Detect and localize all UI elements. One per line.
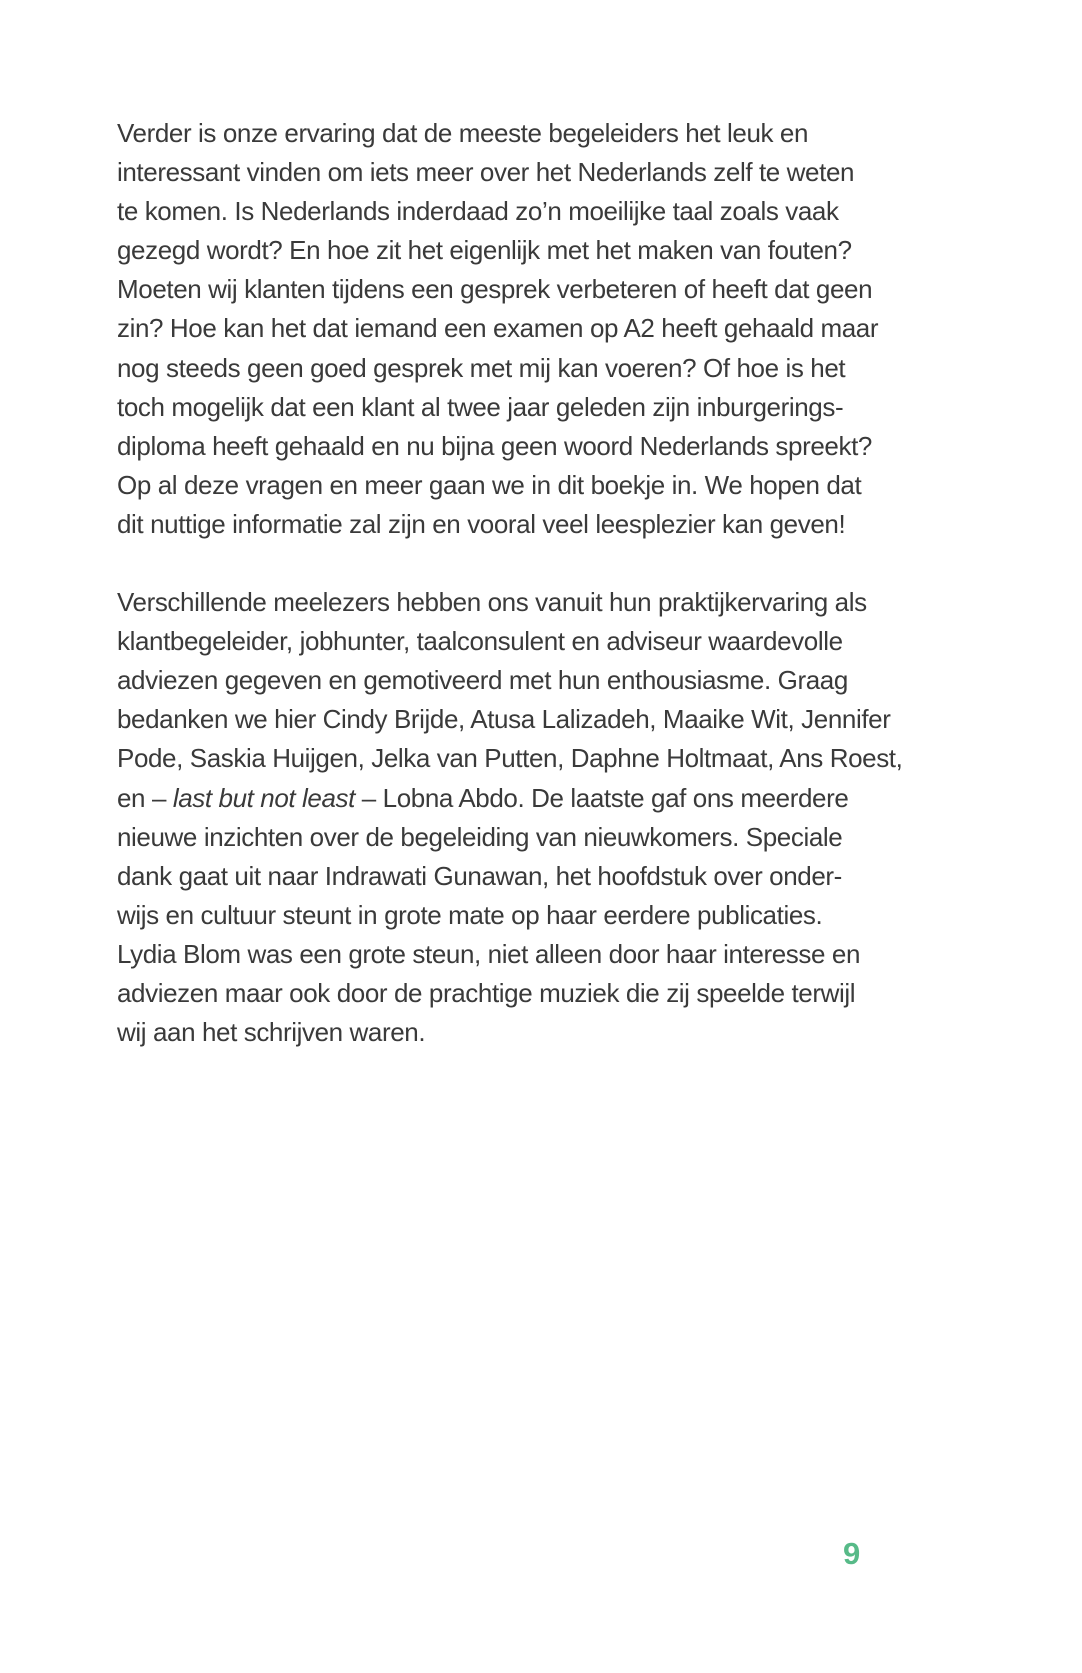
text-line: Pode, Saskia Huijgen, Jelka van Putten, Daphne Holtmaat, Ans Roest, [117,743,903,774]
paragraph-intro [117,114,957,544]
text-line: wij aan het schrijven waren. [117,1017,426,1048]
text-line: zin? Hoe kan het dat iemand een examen op A2 heeft gehaald maar [117,313,879,344]
text-line: adviezen gegeven en gemotiveerd met hun enthousiasme. Graag [117,665,848,696]
text-line: Op al deze vragen en meer gaan we in dit boekje in. We hopen dat [117,469,862,500]
text-line: Verschillende meelezers hebben ons vanuit hun praktijkervaring als [117,587,867,618]
text-line [117,779,957,818]
page-text [117,114,957,1052]
text-line: adviezen maar ook door de prachtige muziek die zij speelde terwijl [117,977,856,1008]
text-segment: en – [117,782,173,813]
text-line: gezegd wordt? En hoe zit het eigenlijk met het maken van fouten? [117,235,852,266]
text-line: te komen. Is Nederlands inderdaad zo’n moeilijke taal zoals vaak [117,196,839,227]
text-line: dank gaat uit naar Indrawati Gunawan, het hoofdstuk over onder- [117,860,842,891]
text-line: Lydia Blom was een grote steun, niet alleen door haar interesse en [117,938,860,969]
text-line: Verder is onze ervaring dat de meeste begeleiders het leuk en [117,118,809,148]
page-number: 9 [843,1536,861,1571]
paragraph-acknowledgements [117,583,957,1052]
text-line: nog steeds geen goed gesprek met mij kan voeren? Of hoe is het [117,352,846,383]
text-line: dit nuttige informatie zal zijn en vooral veel leesplezier kan geven! [117,508,846,539]
text-line: klantbegeleider, jobhunter, taalconsulent en adviseur waardevolle [117,626,843,657]
text-line: interessant vinden om iets meer over het Nederlands zelf te weten [117,157,855,188]
text-line: diploma heeft gehaald en nu bijna geen woord Nederlands spreekt? [117,430,872,461]
text-line: toch mogelijk dat een klant al twee jaar geleden zijn inburgerings- [117,391,844,422]
emphasized-text: last but not least [172,782,355,813]
text-line: wijs en cultuur steunt in grote mate op haar eerdere publicaties. [117,899,823,930]
text-line: Moeten wij klanten tijdens een gesprek verbeteren of heeft dat geen [117,274,873,305]
text-segment: – Lobna Abdo. De laatste gaf ons meerdere [354,782,849,813]
text-line: nieuwe inzichten over de begeleiding van nieuwkomers. Speciale [117,821,843,852]
text-line: bedanken we hier Cindy Brijde, Atusa Lalizadeh, Maaike Wit, Jennifer [117,704,891,735]
